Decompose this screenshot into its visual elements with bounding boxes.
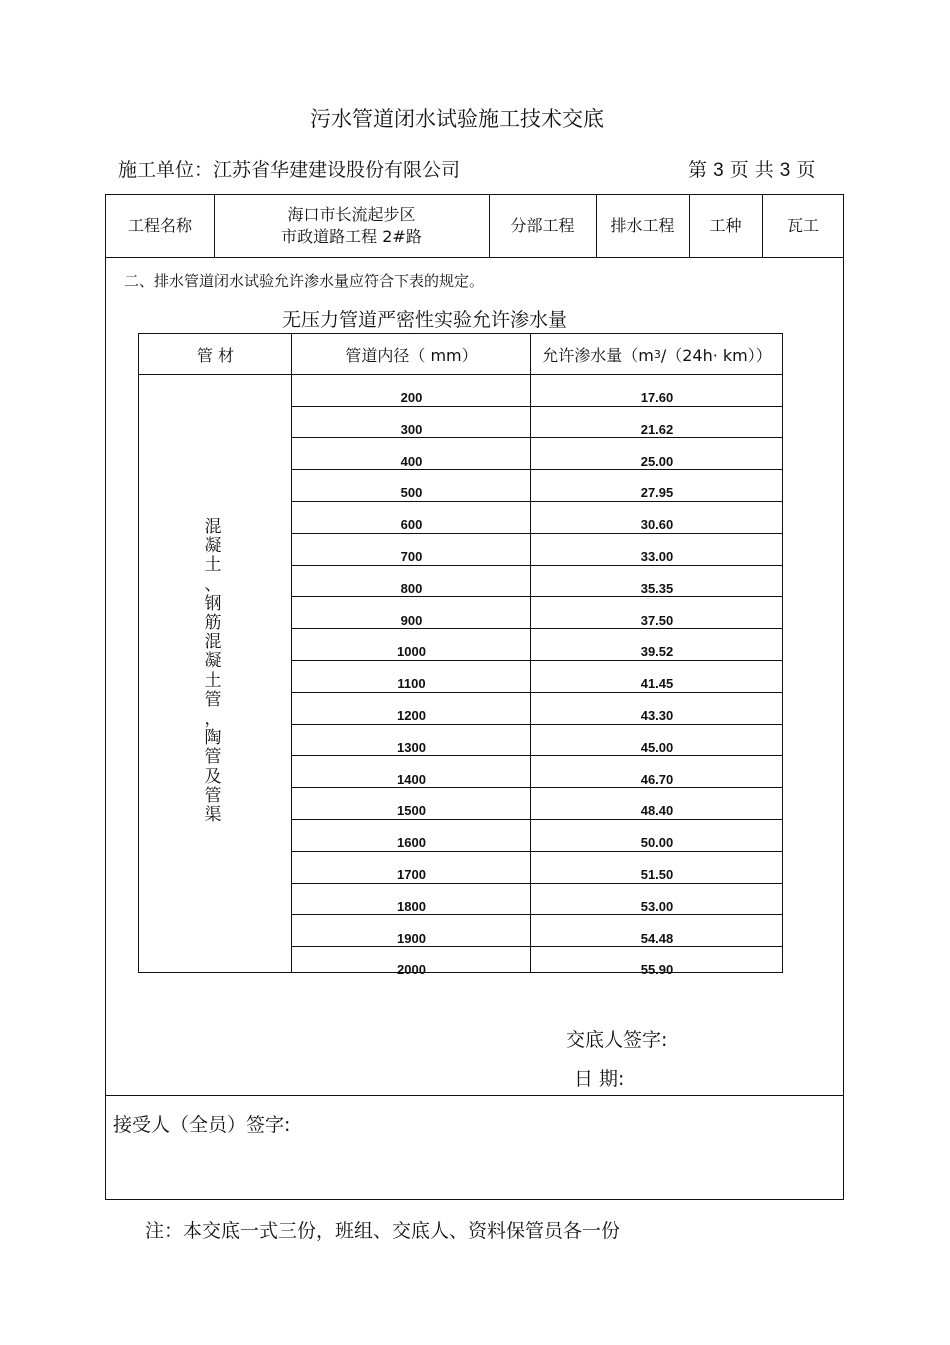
seepage-cell: 27.95 xyxy=(640,485,674,501)
footer-note: 注：本交底一式三份，班组、交底人、资料保管员各一份 xyxy=(145,1220,621,1242)
project-name-line1: 海口市长流起步区 xyxy=(287,205,416,224)
seepage-table xyxy=(138,333,783,978)
row-divider xyxy=(291,883,782,884)
seepage-cell: 33.00 xyxy=(640,549,674,564)
seepage-cell: 53.00 xyxy=(640,898,674,914)
row-divider xyxy=(291,755,782,756)
divider xyxy=(106,1095,843,1096)
diameter-cell: 1900 xyxy=(397,930,426,946)
row-divider xyxy=(291,437,782,438)
row-divider xyxy=(291,406,782,407)
page-mid: 页 共 xyxy=(729,159,774,181)
table-title: 无压力管道严密性实验允许渗水量 xyxy=(282,309,568,331)
document-title: 污水管道闭水试验施工技术交底 xyxy=(310,107,604,131)
row-divider xyxy=(291,628,782,629)
row-divider xyxy=(291,914,782,915)
date-label: 日 期: xyxy=(574,1068,625,1090)
seepage-cell: 21.62 xyxy=(640,421,674,437)
row-divider xyxy=(291,565,782,566)
receiver-signature-label: 接受人（全员）签字: xyxy=(113,1114,291,1136)
col-diameter-header: 管道内径（ mm） xyxy=(345,345,478,365)
seepage-cell: 51.50 xyxy=(640,867,674,882)
row-divider xyxy=(291,501,782,502)
seepage-cell: 43.30 xyxy=(640,708,674,723)
page-total: 3 xyxy=(779,160,791,181)
seepage-cell: 37.50 xyxy=(640,612,674,628)
sub-project-label: 分部工程 xyxy=(510,216,575,235)
trade-label: 工种 xyxy=(709,216,742,235)
seepage-cell: 39.52 xyxy=(640,644,674,660)
seepage-cell: 35.35 xyxy=(640,580,674,596)
section-note: 二、排水管道闭水试验允许渗水量应符合下表的规定。 xyxy=(124,272,485,290)
row-divider xyxy=(291,851,782,852)
project-name-line2: 市政道路工程 2#路 xyxy=(281,227,422,246)
construction-unit: 施工单位：江苏省华建建设股份有限公司 xyxy=(118,159,461,181)
seepage-cell: 25.00 xyxy=(640,453,674,469)
diameter-cell: 400 xyxy=(400,453,423,469)
page-current: 3 xyxy=(713,160,724,181)
row-divider xyxy=(291,692,782,693)
diameter-cell: 1800 xyxy=(397,898,426,914)
presenter-signature-label: 交底人签字: xyxy=(566,1029,668,1051)
row-divider xyxy=(291,533,782,534)
divider xyxy=(106,257,843,258)
seepage-cell: 45.00 xyxy=(640,739,674,755)
seepage-cell: 55.90 xyxy=(640,962,674,978)
material-description: 混 凝 土 、 钢 筋 混 凝 土 管 ， 陶 管 及 管 渠 xyxy=(204,517,222,826)
trade-value: 瓦工 xyxy=(786,216,819,235)
diameter-cell: 1400 xyxy=(397,771,426,787)
diameter-cell: 1500 xyxy=(397,803,426,819)
row-divider xyxy=(291,596,782,597)
divider xyxy=(139,374,782,375)
diameter-cell: 600 xyxy=(400,517,423,533)
seepage-cell: 54.48 xyxy=(640,930,674,946)
page-suffix: 页 xyxy=(796,159,816,181)
col-material-header: 管 材 xyxy=(196,345,235,365)
row-divider xyxy=(291,787,782,788)
page-prefix: 第 xyxy=(688,159,708,181)
row-divider xyxy=(291,469,782,470)
diameter-cell: 1700 xyxy=(397,867,426,882)
sub-project-value: 排水工程 xyxy=(610,216,675,235)
seepage-cell: 48.40 xyxy=(640,803,674,819)
diameter-cell: 500 xyxy=(400,485,423,501)
row-divider xyxy=(291,724,782,725)
row-divider xyxy=(291,819,782,820)
seepage-cell: 50.00 xyxy=(640,835,674,851)
seepage-cell: 30.60 xyxy=(640,517,674,533)
diameter-cell: 700 xyxy=(400,549,423,564)
seepage-header-sup: 3 xyxy=(653,347,661,361)
seepage-cell: 46.70 xyxy=(640,771,674,787)
diameter-cell: 200 xyxy=(400,390,423,405)
seepage-header-prefix: 允许渗水量（m xyxy=(542,345,654,365)
page-indicator xyxy=(688,155,815,182)
seepage-header-suffix: /（24h· km）） xyxy=(660,345,772,365)
seepage-cell: 41.45 xyxy=(640,676,674,692)
diameter-cell: 300 xyxy=(400,421,423,437)
diameter-cell: 900 xyxy=(400,612,423,628)
diameter-cell: 1200 xyxy=(397,708,426,723)
diameter-cell: 1100 xyxy=(397,676,426,692)
project-name-value xyxy=(214,195,489,257)
diameter-cell: 1600 xyxy=(397,835,426,851)
diameter-cell: 2000 xyxy=(397,962,426,978)
row-divider xyxy=(291,946,782,947)
col-seepage-header xyxy=(531,334,783,374)
project-name-label: 工程名称 xyxy=(127,216,192,235)
row-divider xyxy=(291,660,782,661)
diameter-cell: 800 xyxy=(400,580,423,596)
seepage-cell: 17.60 xyxy=(640,390,674,405)
diameter-cell: 1000 xyxy=(397,644,426,660)
diameter-cell: 1300 xyxy=(397,739,426,755)
